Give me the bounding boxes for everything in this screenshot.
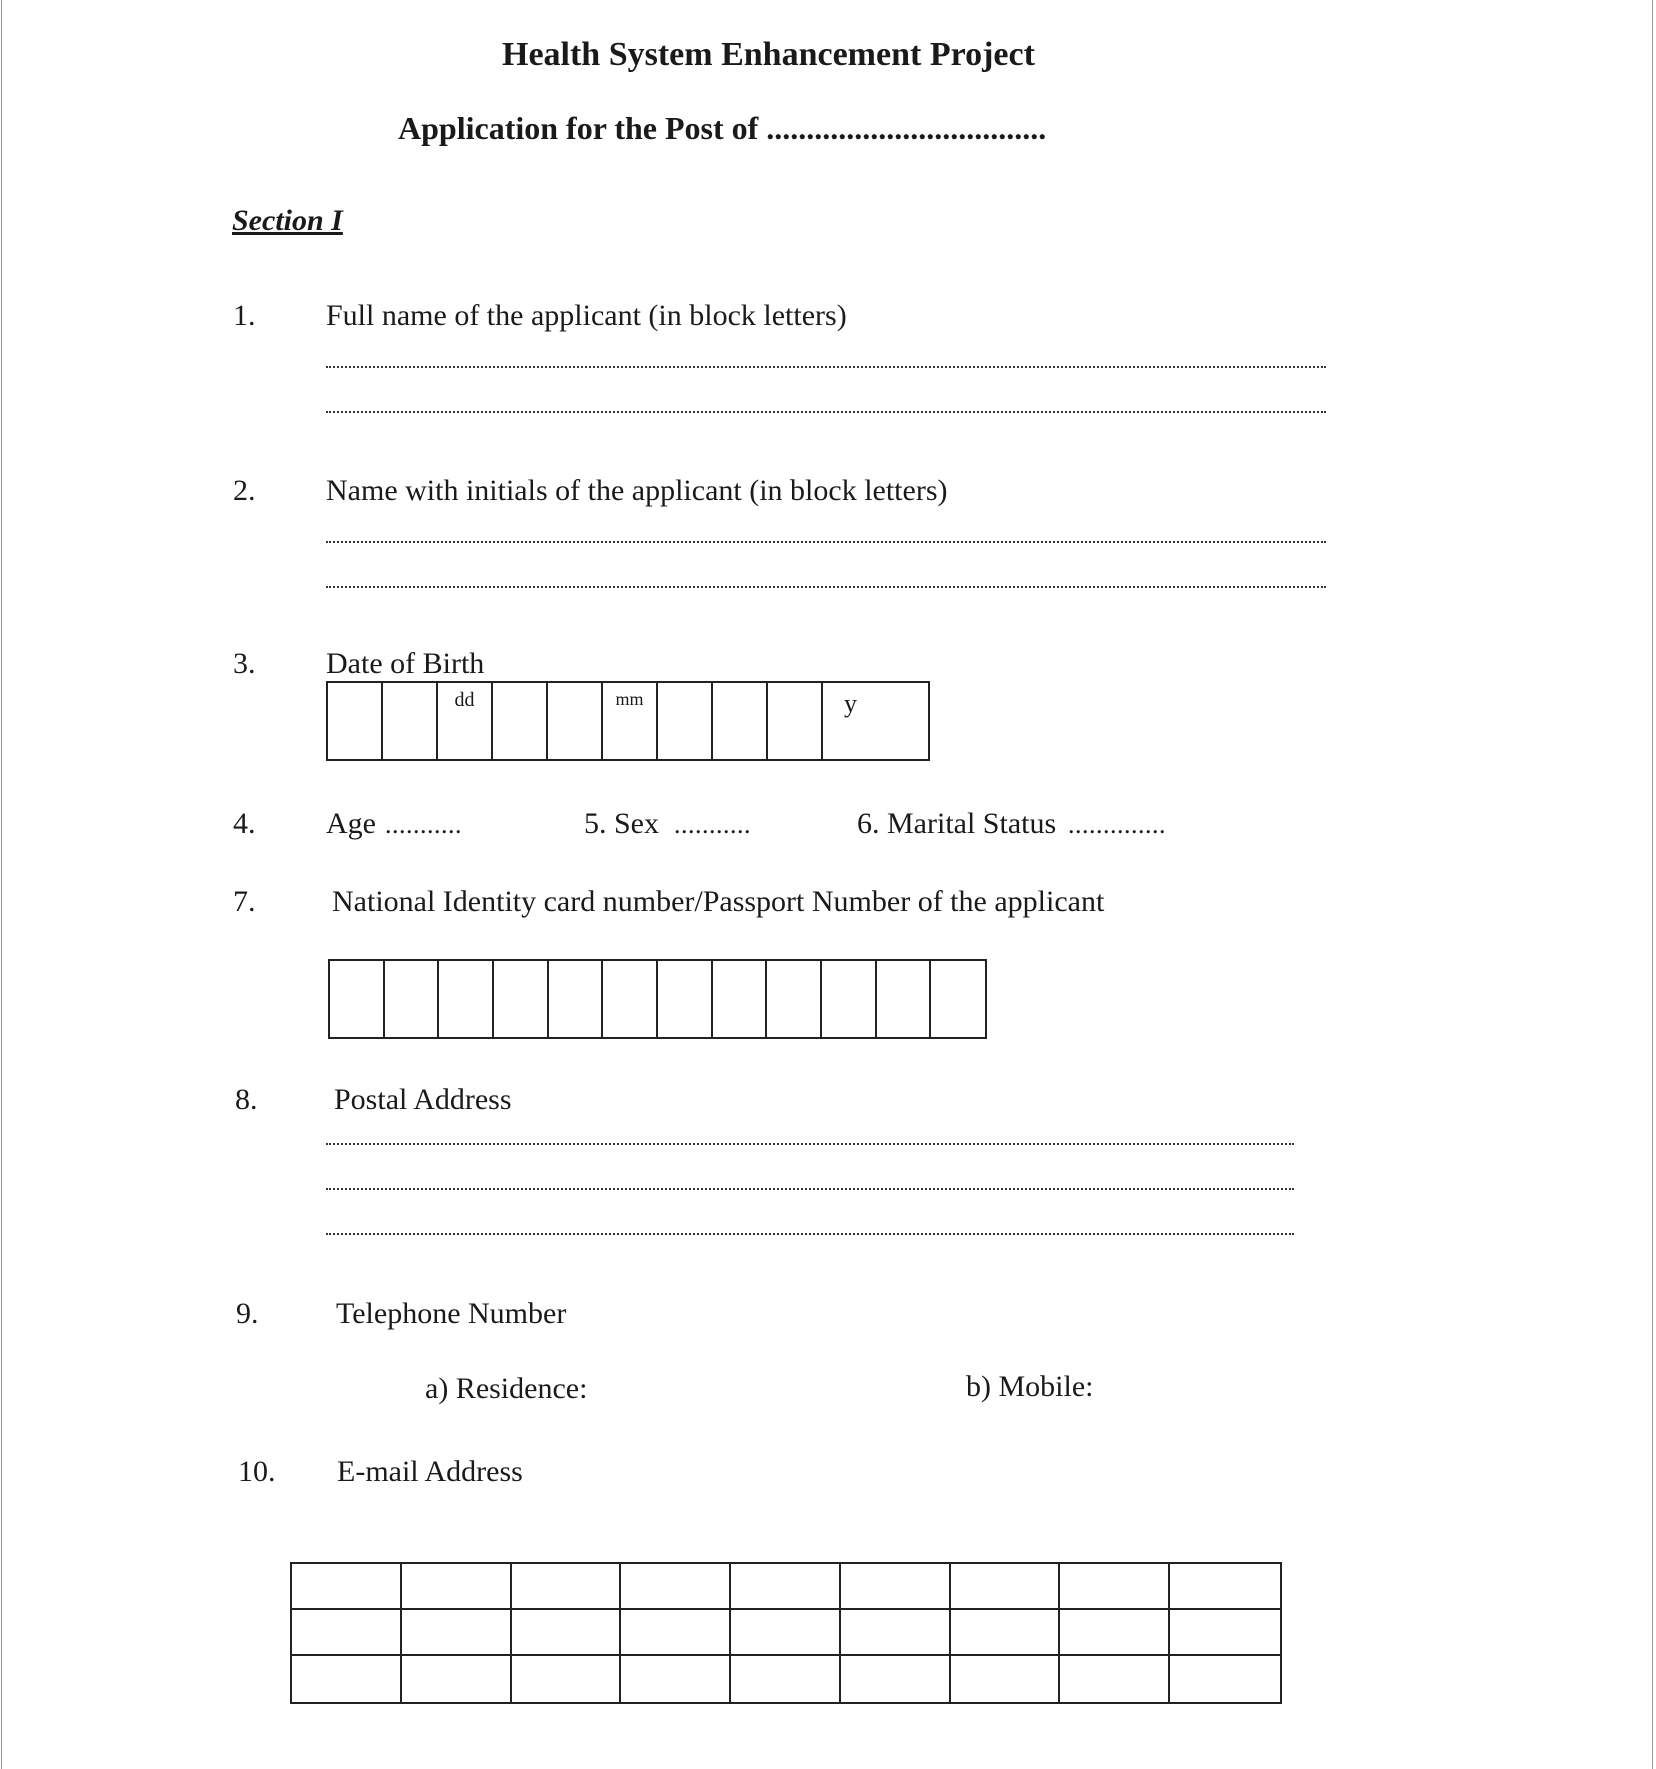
application-post-label: Application for the Post of: [398, 110, 759, 146]
field-number-7: 7.: [233, 885, 256, 918]
email-input[interactable]: [292, 1610, 404, 1656]
email-cell[interactable]: [402, 1610, 512, 1656]
right-scan-edge: [1652, 0, 1653, 1769]
nic-input[interactable]: [877, 961, 934, 1039]
full-name-line-2[interactable]: [326, 411, 1326, 413]
nic-input[interactable]: [330, 961, 387, 1039]
dob-input[interactable]: [328, 683, 385, 761]
nic-input[interactable]: [439, 961, 496, 1039]
sex-label: 5. Sex: [584, 807, 659, 840]
dob-input[interactable]: [823, 683, 882, 761]
dob-input[interactable]: [713, 683, 770, 761]
marital-status-dots[interactable]: ..............: [1068, 810, 1166, 839]
nic-box[interactable]: [330, 961, 385, 1037]
email-cell[interactable]: [1170, 1610, 1280, 1656]
field-number-2: 2.: [233, 474, 256, 507]
email-input[interactable]: [292, 1656, 404, 1704]
email-grid: [290, 1562, 1282, 1704]
full-name-line-1[interactable]: [326, 366, 1326, 368]
email-cell[interactable]: [402, 1564, 512, 1610]
email-cell[interactable]: [951, 1656, 1061, 1702]
nic-input[interactable]: [822, 961, 879, 1039]
dob-input[interactable]: [548, 683, 605, 761]
email-input[interactable]: [512, 1656, 624, 1704]
dob-input[interactable]: [603, 683, 660, 761]
email-cell[interactable]: [512, 1564, 622, 1610]
full-name-label: Full name of the applicant (in block letters): [326, 299, 847, 332]
dob-label: Date of Birth: [326, 647, 485, 680]
email-input[interactable]: [841, 1564, 953, 1610]
dob-box[interactable]: [768, 683, 823, 759]
postal-address-label: Postal Address: [334, 1083, 512, 1116]
email-input[interactable]: [841, 1610, 953, 1656]
email-input[interactable]: [731, 1656, 843, 1704]
dob-input[interactable]: [493, 683, 550, 761]
dob-box-mark: mm: [615, 689, 644, 709]
email-cell[interactable]: [731, 1564, 841, 1610]
dob-box[interactable]: [713, 683, 768, 759]
email-cell[interactable]: [512, 1656, 622, 1702]
postal-address-line-2[interactable]: [326, 1188, 1294, 1190]
email-cell[interactable]: [1060, 1610, 1170, 1656]
dob-box[interactable]: [328, 683, 383, 759]
dob-input[interactable]: [658, 683, 715, 761]
email-cell[interactable]: [1060, 1564, 1170, 1610]
dob-box-mark: dd: [454, 689, 475, 711]
email-cell[interactable]: [951, 1610, 1061, 1656]
field-number-10: 10.: [238, 1455, 276, 1488]
nic-input[interactable]: [385, 961, 442, 1039]
email-input[interactable]: [512, 1564, 624, 1610]
email-cell[interactable]: [292, 1564, 402, 1610]
dob-input[interactable]: [438, 683, 495, 761]
nic-input[interactable]: [549, 961, 606, 1039]
dob-box-y[interactable]: [823, 683, 878, 759]
email-input[interactable]: [731, 1564, 843, 1610]
age-dots[interactable]: ...........: [385, 810, 462, 839]
application-post-dots[interactable]: ...................................: [766, 110, 1047, 146]
field-number-1: 1.: [233, 299, 256, 332]
email-input[interactable]: [951, 1656, 1063, 1704]
dob-boxes: [326, 681, 930, 761]
dob-box-dd[interactable]: [438, 683, 493, 759]
email-input[interactable]: [621, 1656, 733, 1704]
nic-box[interactable]: [658, 961, 713, 1037]
nic-input[interactable]: [658, 961, 715, 1039]
dob-box[interactable]: [548, 683, 603, 759]
dob-box-mark: y: [844, 689, 857, 718]
email-cell[interactable]: [1170, 1656, 1280, 1702]
nic-boxes: [328, 959, 987, 1039]
email-cell[interactable]: [841, 1564, 951, 1610]
name-initials-line-1[interactable]: [326, 541, 1326, 543]
email-cell[interactable]: [1060, 1656, 1170, 1702]
postal-address-line-3[interactable]: [326, 1233, 1294, 1235]
email-input[interactable]: [402, 1610, 514, 1656]
dob-box-mm[interactable]: [603, 683, 658, 759]
email-input[interactable]: [1170, 1610, 1284, 1656]
email-input[interactable]: [292, 1564, 404, 1610]
nic-input[interactable]: [603, 961, 660, 1039]
nic-box[interactable]: [713, 961, 768, 1037]
nic-box[interactable]: [439, 961, 494, 1037]
nic-box[interactable]: [549, 961, 604, 1037]
field-number-8: 8.: [235, 1083, 258, 1116]
email-cell[interactable]: [512, 1610, 622, 1656]
email-input[interactable]: [731, 1610, 843, 1656]
age-label: Age: [326, 807, 376, 840]
application-post-line: [398, 110, 1046, 147]
dob-input[interactable]: [768, 683, 825, 761]
section-heading: Section I: [232, 204, 343, 237]
name-initials-line-2[interactable]: [326, 586, 1326, 588]
email-input[interactable]: [402, 1564, 514, 1610]
nic-input[interactable]: [931, 961, 989, 1039]
nic-input[interactable]: [767, 961, 824, 1039]
dob-input[interactable]: [383, 683, 440, 761]
marital-status-label: 6. Marital Status: [857, 807, 1057, 840]
email-input[interactable]: [841, 1656, 953, 1704]
email-input[interactable]: [1060, 1564, 1172, 1610]
email-cell[interactable]: [951, 1564, 1061, 1610]
email-cell[interactable]: [292, 1656, 402, 1702]
mobile-phone-label: b) Mobile:: [966, 1370, 1094, 1403]
nic-box[interactable]: [931, 961, 985, 1037]
dob-box[interactable]: [658, 683, 713, 759]
nic-box[interactable]: [822, 961, 877, 1037]
postal-address-line-1[interactable]: [326, 1143, 1294, 1145]
email-input[interactable]: [621, 1564, 733, 1610]
sex-dots[interactable]: ...........: [674, 810, 751, 839]
email-input[interactable]: [951, 1564, 1063, 1610]
field-number-3: 3.: [233, 647, 256, 680]
email-input[interactable]: [1170, 1656, 1284, 1704]
email-input[interactable]: [1060, 1656, 1172, 1704]
email-cell[interactable]: [621, 1564, 731, 1610]
email-input[interactable]: [402, 1656, 514, 1704]
nic-box[interactable]: [877, 961, 932, 1037]
email-input[interactable]: [951, 1610, 1063, 1656]
nic-box[interactable]: [603, 961, 658, 1037]
email-cell[interactable]: [621, 1610, 731, 1656]
nic-input[interactable]: [494, 961, 551, 1039]
left-scan-edge: [1, 0, 2, 1769]
field-number-9: 9.: [236, 1297, 259, 1330]
dob-box[interactable]: [383, 683, 438, 759]
nic-box[interactable]: [767, 961, 822, 1037]
email-input[interactable]: [1060, 1610, 1172, 1656]
nic-box[interactable]: [494, 961, 549, 1037]
email-cell[interactable]: [292, 1610, 402, 1656]
nic-label: National Identity card number/Passport Number of the applicant: [332, 885, 1105, 918]
email-cell[interactable]: [731, 1610, 841, 1656]
email-cell[interactable]: [621, 1656, 731, 1702]
residence-phone-label: a) Residence:: [425, 1372, 588, 1405]
nic-box[interactable]: [385, 961, 440, 1037]
email-input[interactable]: [512, 1610, 624, 1656]
dob-box[interactable]: [493, 683, 548, 759]
nic-input[interactable]: [713, 961, 770, 1039]
email-cell[interactable]: [731, 1656, 841, 1702]
email-cell[interactable]: [402, 1656, 512, 1702]
email-input[interactable]: [621, 1610, 733, 1656]
email-cell[interactable]: [841, 1610, 951, 1656]
email-label: E-mail Address: [337, 1455, 523, 1488]
form-title: Health System Enhancement Project: [502, 36, 1035, 73]
email-cell[interactable]: [1170, 1564, 1280, 1610]
telephone-label: Telephone Number: [336, 1297, 567, 1330]
field-number-4: 4.: [233, 807, 256, 840]
name-initials-label: Name with initials of the applicant (in block letters): [326, 474, 948, 507]
email-input[interactable]: [1170, 1564, 1284, 1610]
email-cell[interactable]: [841, 1656, 951, 1702]
